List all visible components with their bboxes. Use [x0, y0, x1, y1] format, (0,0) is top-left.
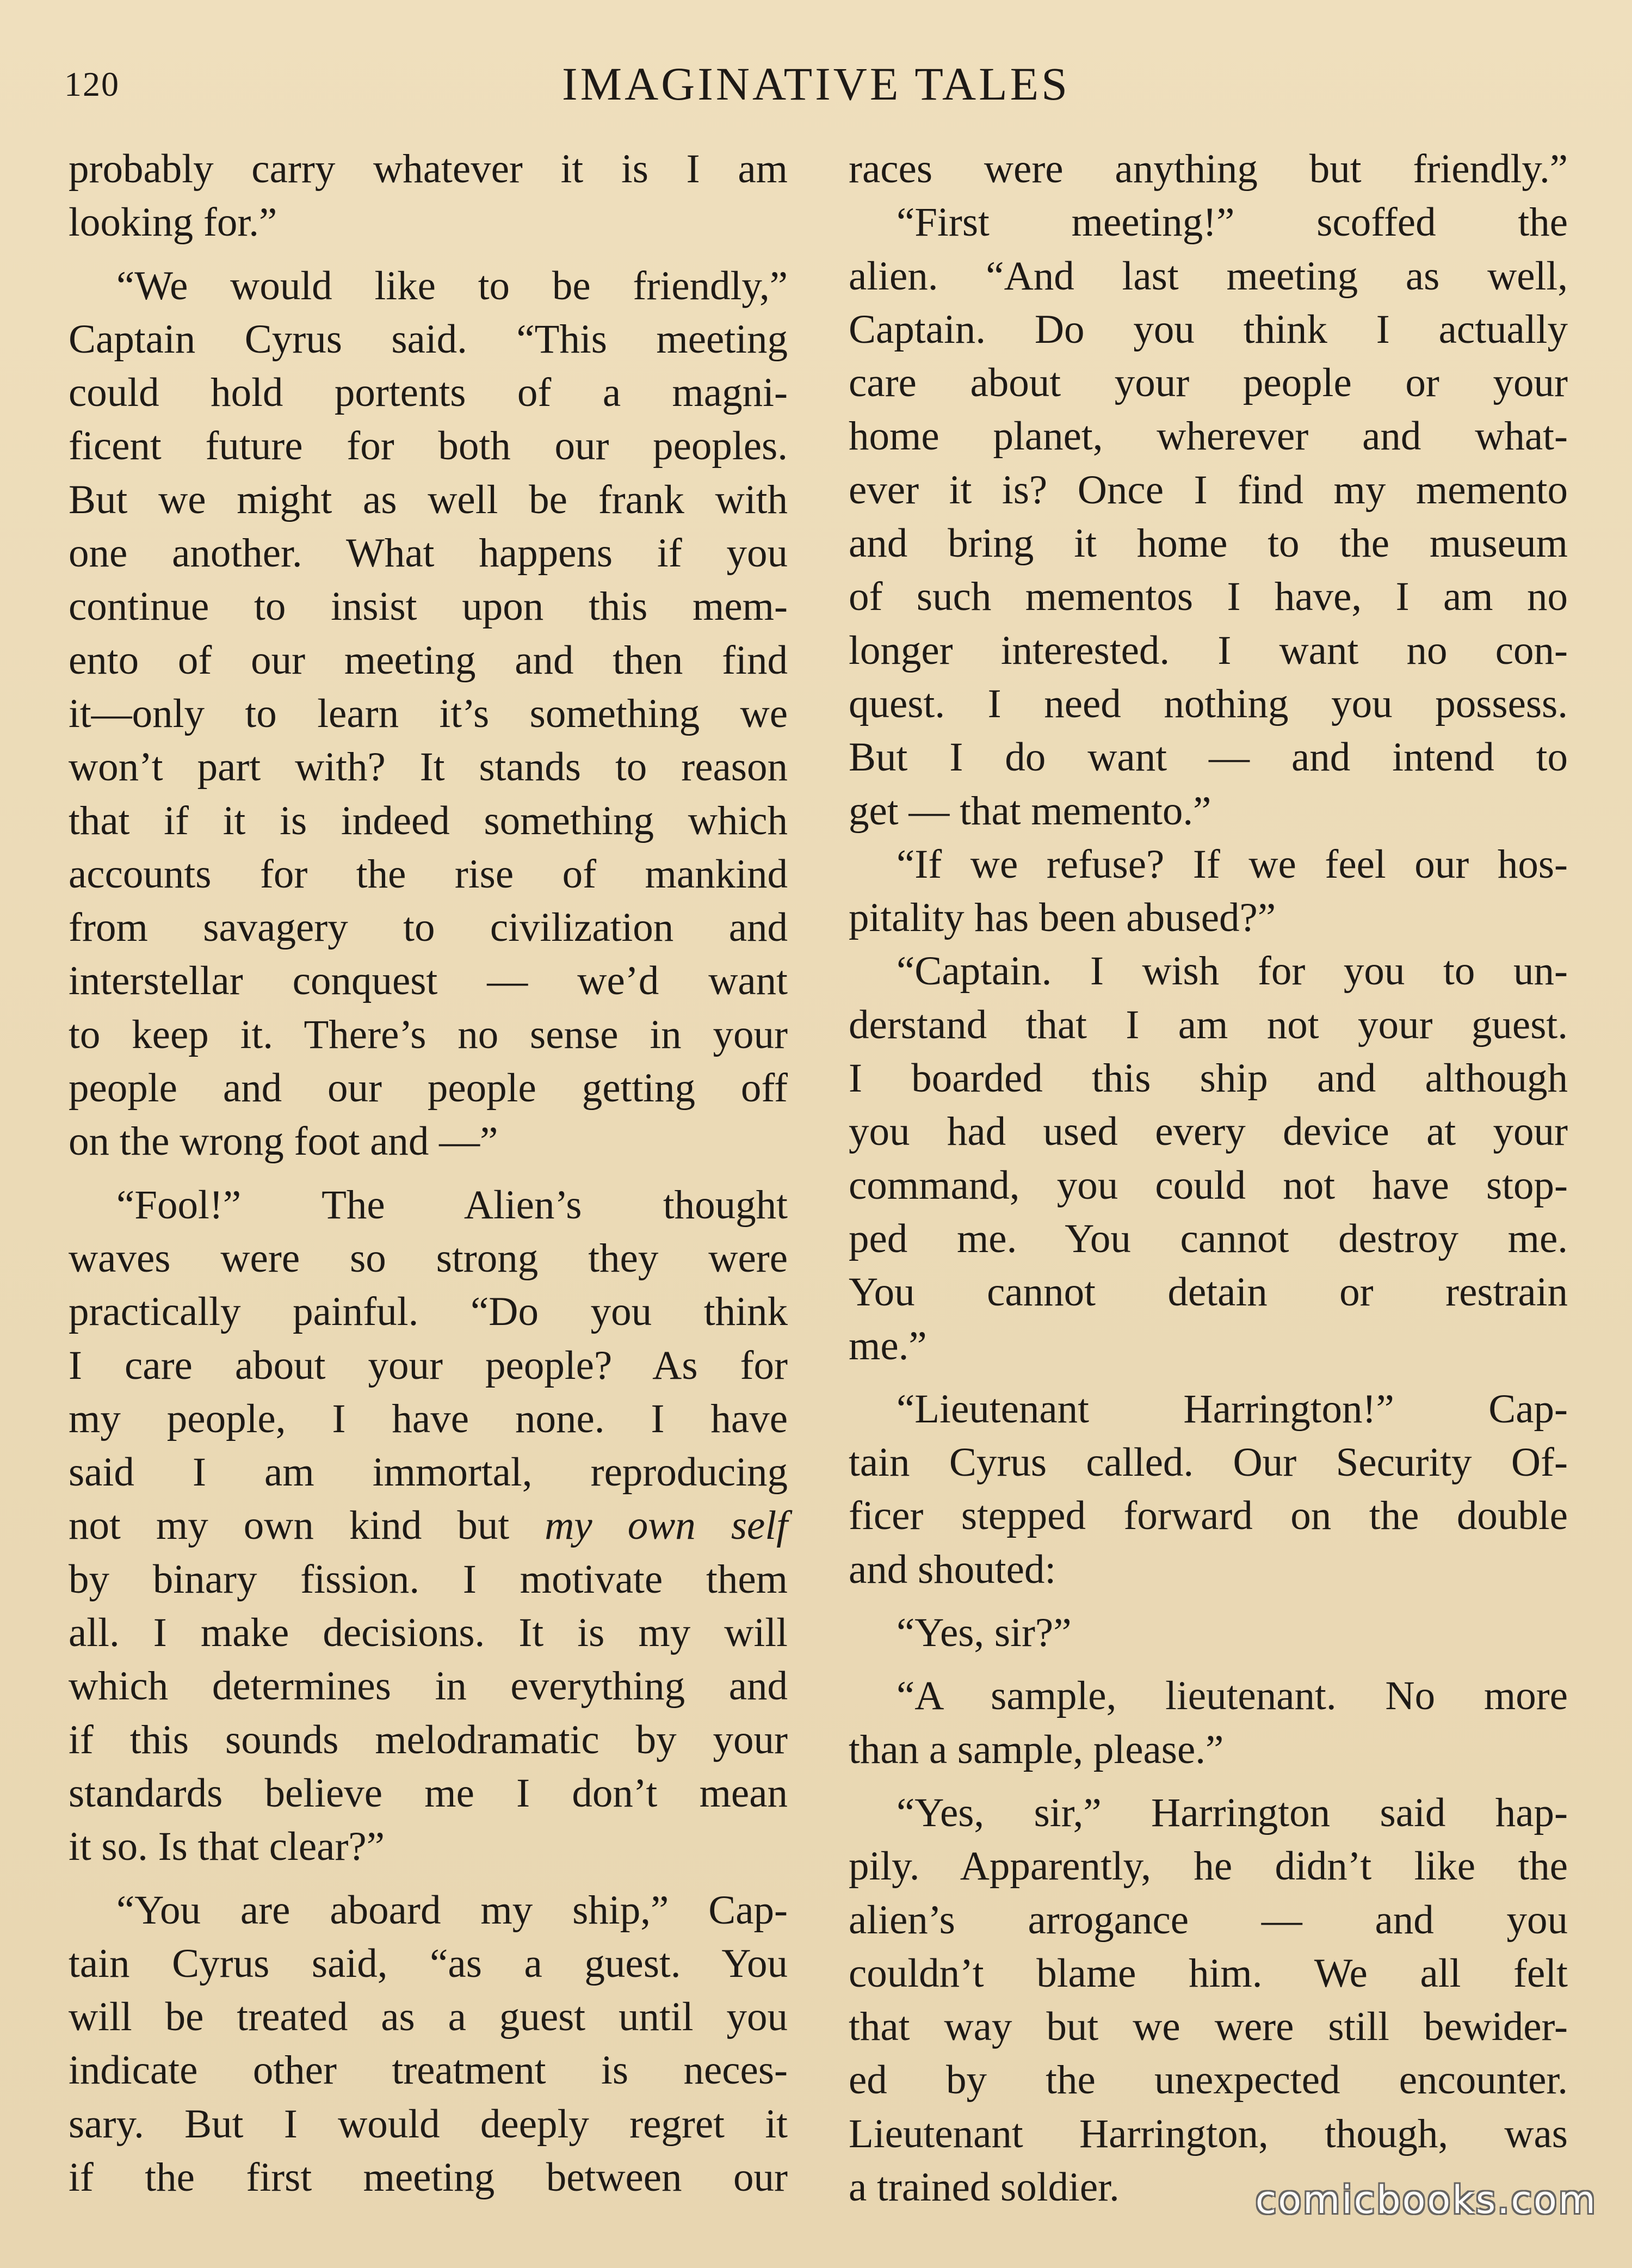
text-line: quest. I need nothing you possess.: [849, 681, 1568, 726]
text-line: continue to insist upon this mem-: [69, 584, 788, 630]
text-line: if the first meeting between our: [69, 2154, 788, 2200]
text-line: Captain. Do you think I actually: [849, 306, 1568, 352]
text-line: practically painful. “Do you think: [69, 1289, 788, 1335]
text-line: “Yes, sir,” Harrington said hap-: [897, 1790, 1568, 1835]
text-line: ped me. You cannot destroy me.: [849, 1216, 1568, 1261]
text-line: alien’s arrogance — and you: [849, 1897, 1568, 1943]
text-line: that if it is indeed something which: [69, 798, 788, 843]
paragraph-gap: [69, 250, 788, 260]
text-line: a trained soldier.: [849, 2164, 1120, 2210]
text-line: races were anything but friendly.”: [849, 146, 1568, 192]
text-line: and shouted:: [849, 1546, 1056, 1592]
text-line: that way but we were still bewider-: [849, 2004, 1568, 2050]
text-line: “If we refuse? If we feel our hos-: [897, 841, 1568, 887]
text-line: pitality has been abused?”: [849, 895, 1276, 941]
text-line: not my own kind but my own self: [69, 1503, 788, 1549]
text-line: couldn’t blame him. We all felt: [849, 1950, 1568, 1996]
text-line: tain Cyrus called. Our Security Of-: [849, 1440, 1568, 1486]
text-line: “You are aboard my ship,” Cap-: [116, 1887, 788, 1933]
text-line: accounts for the rise of mankind: [69, 851, 788, 897]
text-line: “Lieutenant Harrington!” Cap-: [897, 1386, 1568, 1432]
text-line: waves were so strong they were: [69, 1235, 788, 1281]
text-line: you had used every device at your: [849, 1109, 1568, 1155]
text-line: get — that memento.”: [849, 788, 1211, 834]
text-line: my people, I have none. I have: [69, 1396, 788, 1441]
text-line: tain Cyrus said, “as a guest. You: [69, 1940, 788, 1986]
text-line: sary. But I would deeply regret it: [69, 2101, 788, 2147]
text-line: home planet, wherever and what-: [849, 414, 1568, 459]
text-line: longer interested. I want no con-: [849, 627, 1568, 673]
text-line: will be treated as a guest until you: [69, 1994, 788, 2040]
text-line: “Captain. I wish for you to un-: [897, 948, 1568, 994]
text-line: “Fool!” The Alien’s thought: [116, 1182, 788, 1228]
text-line: could hold portents of a magni-: [69, 370, 788, 416]
text-line: won’t part with? It stands to reason: [69, 744, 788, 790]
page-number: 120: [64, 65, 120, 103]
paragraph-gap: [849, 1373, 1568, 1383]
text-line: “A sample, lieutenant. No more: [897, 1673, 1568, 1719]
running-title: IMAGINATIVE TALES: [561, 58, 1071, 110]
text-line: care about your people or your: [849, 360, 1568, 406]
text-line: I care about your people? As for: [69, 1342, 788, 1388]
text-line: me.”: [849, 1323, 927, 1369]
text-line: derstand that I am not your guest.: [849, 1002, 1568, 1047]
paragraph-gap: [849, 1777, 1568, 1786]
text-line: probably carry whatever it is I am: [69, 146, 788, 192]
text-line: alien. “And last meeting as well,: [849, 253, 1568, 299]
text-line: But we might as well be frank with: [69, 477, 788, 522]
text-line: from savagery to civilization and: [69, 905, 788, 951]
paragraph-gap: [69, 1169, 788, 1179]
text-line: ever it is? Once I find my memento: [849, 467, 1568, 513]
page-header: [0, 54, 1632, 114]
text-line: people and our people getting off: [69, 1065, 788, 1111]
right-text-column: [849, 143, 1568, 2214]
text-line: ento of our meeting and then find: [69, 637, 788, 683]
text-line: But I do want — and intend to: [849, 735, 1568, 780]
text-line: by binary fission. I motivate them: [69, 1556, 788, 1602]
text-line: said I am immortal, reproducing: [69, 1450, 788, 1495]
text-line: command, you could not have stop-: [849, 1162, 1568, 1208]
text-line: on the wrong foot and —”: [69, 1119, 498, 1164]
paragraph-gap: [849, 1597, 1568, 1606]
text-line: ed by the unexpected encounter.: [849, 2057, 1568, 2103]
text-line: Captain Cyrus said. “This meeting: [69, 316, 788, 362]
text-line: I boarded this ship and although: [849, 1056, 1568, 1101]
text-line: You cannot detain or restrain: [849, 1269, 1568, 1315]
left-text-column: [69, 143, 788, 2204]
text-line: all. I make decisions. It is my will: [69, 1610, 788, 1656]
text-line: of such mementos I have, I am no: [849, 574, 1568, 620]
text-line: “We would like to be friendly,”: [116, 263, 788, 309]
text-line: if this sounds melodramatic by your: [69, 1717, 788, 1762]
text-line: “Yes, sir?”: [897, 1610, 1072, 1656]
text-line: looking for.”: [69, 200, 277, 245]
text-line: ficer stepped forward on the double: [849, 1493, 1568, 1539]
text-line: standards believe me I don’t mean: [69, 1770, 788, 1816]
text-line: ficent future for both our peoples.: [69, 423, 788, 469]
watermark: comicbooks.com: [1255, 2178, 1597, 2222]
text-line: which determines in everything and: [69, 1663, 788, 1709]
text-line: and bring it home to the museum: [849, 521, 1568, 566]
paragraph-gap: [69, 1874, 788, 1884]
paragraph-gap: [849, 1660, 1568, 1669]
text-line: Lieutenant Harrington, though, was: [849, 2111, 1568, 2156]
text-line: interstellar conquest — we’d want: [69, 958, 788, 1004]
text-line: “First meeting!” scoffed the: [897, 200, 1568, 245]
text-line: it—only to learn it’s something we: [69, 691, 788, 736]
text-line: to keep it. There’s no sense in your: [69, 1012, 788, 1057]
text-line: pily. Apparently, he didn’t like the: [849, 1844, 1568, 1889]
text-line: indicate other treatment is neces-: [69, 2048, 788, 2093]
text-line: one another. What happens if you: [69, 531, 788, 576]
text-line: than a sample, please.”: [849, 1727, 1224, 1772]
text-line: it so. Is that clear?”: [69, 1824, 385, 1870]
